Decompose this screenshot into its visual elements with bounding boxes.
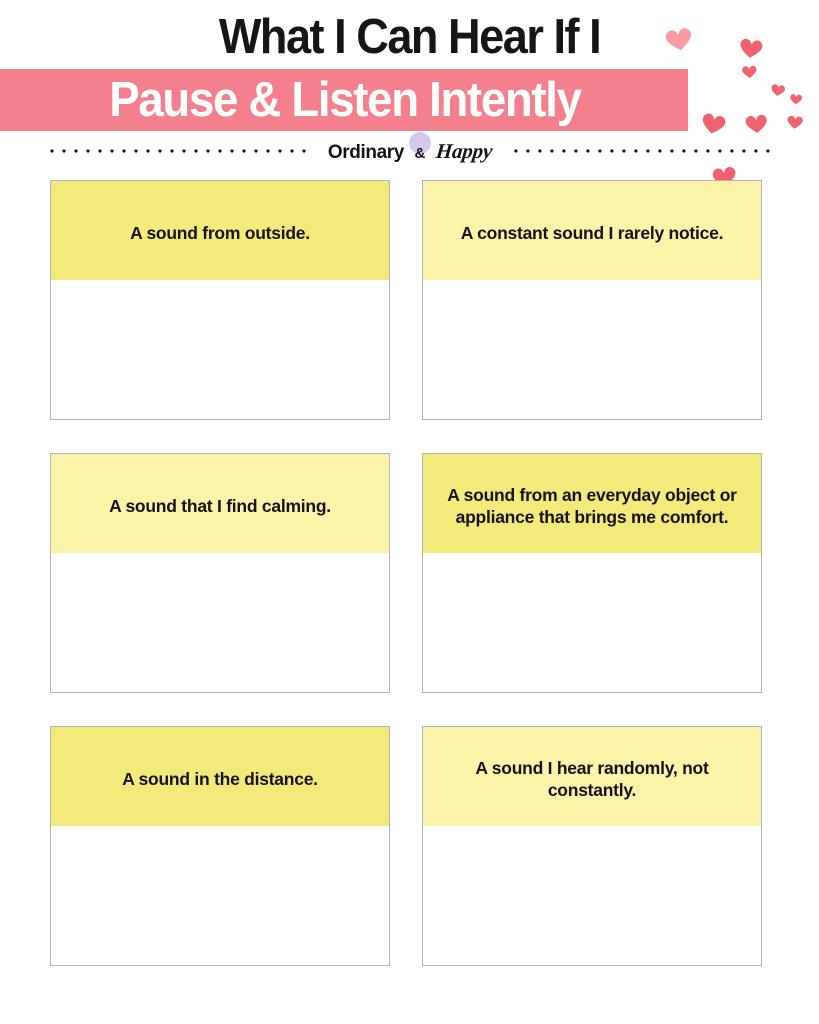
- brand-word-happy: Happy: [434, 138, 494, 163]
- prompt-card-grid: [50, 180, 762, 973]
- brand-ampersand: &: [414, 144, 426, 162]
- brand-logo: [314, 139, 506, 164]
- prompt-card-label: A constant sound I rarely notice.: [460, 222, 724, 243]
- prompt-card-header: [423, 181, 761, 280]
- heart-icon: [662, 22, 697, 57]
- prompt-card-label: A sound from outside.: [130, 222, 310, 243]
- heart-icon: [769, 81, 788, 100]
- heart-icon: [697, 107, 729, 139]
- prompt-card: [422, 726, 762, 966]
- prompt-card: [50, 180, 390, 420]
- brand-word-ordinary: Ordinary: [327, 141, 404, 163]
- prompt-card-write-area[interactable]: [51, 280, 389, 419]
- prompt-card-label: A sound I hear randomly, not constantly.: [475, 757, 709, 800]
- prompt-card-write-area[interactable]: [423, 826, 761, 965]
- worksheet-header: [0, 0, 819, 172]
- prompt-card: [422, 180, 762, 420]
- heart-icon: [743, 110, 770, 137]
- brand-ampersand-badge: [409, 145, 431, 163]
- prompt-card-write-area[interactable]: [51, 826, 389, 965]
- prompt-card: [50, 453, 390, 693]
- heart-icon: [740, 62, 758, 80]
- prompt-card-header: [423, 727, 761, 826]
- page-title-line-2: Pause & Listen Intently: [109, 73, 581, 127]
- prompt-card-header: [51, 181, 389, 280]
- dotted-rule-right: [506, 149, 774, 153]
- prompt-card-write-area[interactable]: [423, 280, 761, 419]
- heart-icon: [789, 92, 804, 107]
- prompt-card-header: [51, 727, 389, 826]
- prompt-card: [50, 726, 390, 966]
- prompt-card-label: A sound that I find calming.: [109, 495, 331, 516]
- prompt-card-header: [423, 454, 761, 553]
- brand-divider-row: [46, 138, 774, 164]
- prompt-card-label: A sound in the distance.: [122, 768, 318, 789]
- prompt-card-header: [51, 454, 389, 553]
- heart-icon: [736, 33, 765, 62]
- prompt-card-write-area[interactable]: [51, 553, 389, 692]
- dotted-rule-left: [46, 149, 314, 153]
- prompt-card-write-area[interactable]: [423, 553, 761, 692]
- prompt-card: [422, 453, 762, 693]
- heart-icon: [785, 112, 805, 132]
- prompt-card-label: A sound from an everyday object or appliance that brings me comfort.: [447, 484, 737, 527]
- page-title-line-1: What I Can Hear If I: [218, 10, 601, 64]
